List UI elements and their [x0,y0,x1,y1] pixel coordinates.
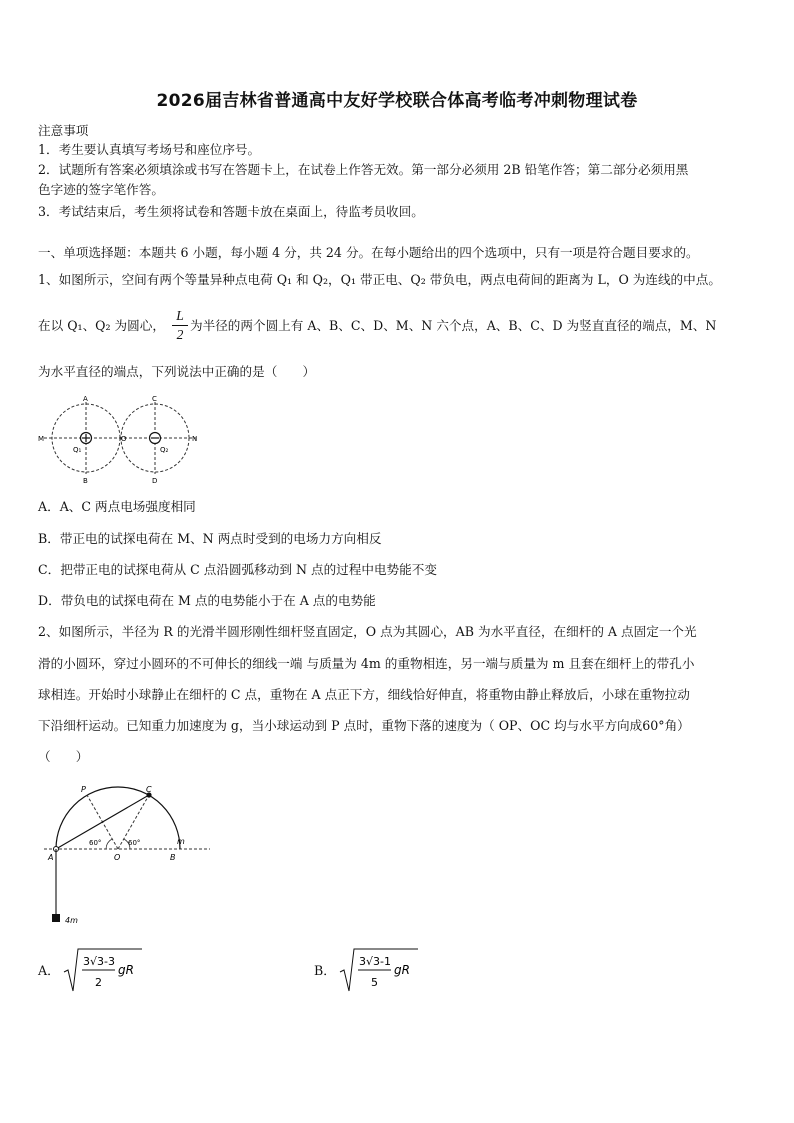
q2-stem-line3: 球相连。开始时小球静止在细杆的 C 点，重物在 A 点正下方，细线恰好伸直，将重物由静止释放后，小球在重物拉动 [38,687,690,702]
q1-stem-line3: 为水平直径的端点，下列说法中正确的是（ ） [38,364,316,379]
q1-option-b: B．带正电的试探电荷在 M、N 两点时受到的电场力方向相反 [38,531,382,546]
fraction-denominator: 2 [176,327,184,342]
label-m: m [177,837,185,846]
q1-option-a: A．A、C 两点电场强度相同 [38,499,196,514]
notice-item-3: 3．考试结束后，考生须将试卷和答题卡放在桌面上，待监考员收回。 [38,204,424,219]
q2-option-a-sqrt [62,946,144,996]
q1-stem-line2a: 在以 Q₁、Q₂ 为圆心， [38,318,165,333]
q2-stem-line5: （ ） [38,749,89,764]
q1-option-d: D．带负电的试探电荷在 M 点的电势能小于在 A 点的电势能 [38,593,376,608]
q1-option-c: C．把带正电的试探电荷从 C 点沿圆弧移动到 N 点的过程中电势能不变 [38,562,437,577]
q1-figure-two-circles [30,392,210,492]
section-heading: 一、单项选择题：本题共 6 小题，每小题 4 分，共 24 分。在每小题给出的四个选项中，只有一项是符合题目要求的。 [38,245,699,260]
q2-stem-line1: 2、如图所示，半径为 R 的光滑半圆形刚性细杆竖直固定，O 点为其圆心，AB 为水平直径，在细杆的 A 点固定一个光 [38,624,697,639]
q2-option-b-sqrt [338,946,420,996]
notice-heading: 注意事项 [38,123,89,138]
angle-label-right: 60° [128,839,141,847]
label-Q2: Q₂ [160,446,169,454]
q1-stem-line2b: 为半径的两个圆上有 A、B、C、D、M、N 六个点，A、B、C、D 为竖直直径的端点，M、N [190,318,717,333]
q2-option-a-label: A． [38,963,60,978]
option-b-denominator: 5 [371,976,378,989]
label-C: C [152,395,157,403]
option-a-denominator: 2 [95,976,102,989]
label-B: B [170,853,176,862]
exam-title: 2026届吉林省普通高中友好学校联合体高考临考冲刺物理试卷 [156,91,638,111]
option-b-gR: gR [394,963,410,977]
label-B: B [83,477,88,485]
label-D: D [152,477,158,485]
option-a-numerator: 3√3-3 [83,955,115,968]
label-C: C [146,785,152,794]
angle-label-left: 60° [89,839,102,847]
q2-option-b-label: B． [314,963,336,978]
label-O: O [114,853,121,862]
notice-item-2: 2．试题所有答案必须填涂或书写在答题卡上，在试卷上作答无效。第一部分必须用 2B 铅笔作答；第二部分必须用黑 [38,162,689,177]
notice-item-2-cont: 色字迹的签字笔作答。 [38,182,164,197]
option-a-gR: gR [118,963,134,977]
label-4m: 4m [65,916,78,925]
fraction-numerator: L [176,308,184,323]
q2-stem-line2: 滑的小圆环，穿过小圆环的不可伸长的细线一端 与质量为 4m 的重物相连，另一端与质量为 m 且套在细杆上的带孔小 [38,656,695,671]
label-O: O [121,435,127,443]
label-N: N [192,435,198,443]
option-b-numerator: 3√3-1 [359,955,391,968]
label-Q1: Q₁ [73,446,82,454]
label-P: P [81,785,86,794]
label-M: M [38,435,45,443]
notice-item-1: 1．考生要认真填写考场号和座位序号。 [38,142,261,157]
q1-fraction [172,308,188,343]
label-A: A [83,395,88,403]
q2-figure-semicircle [36,778,216,928]
q2-stem-line4: 下沿细杆运动。已知重力加速度为 g，当小球运动到 P 点时，重物下落的速度为（ OP、OC 均与水平方向成60°角） [38,718,690,733]
q1-stem-line1: 1、如图所示，空间有两个等量异种点电荷 Q₁ 和 Q₂，Q₁ 带正电、Q₂ 带负电，两点电荷间的距离为 L，O 为连线的中点。 [38,272,721,287]
label-A: A [48,853,54,862]
